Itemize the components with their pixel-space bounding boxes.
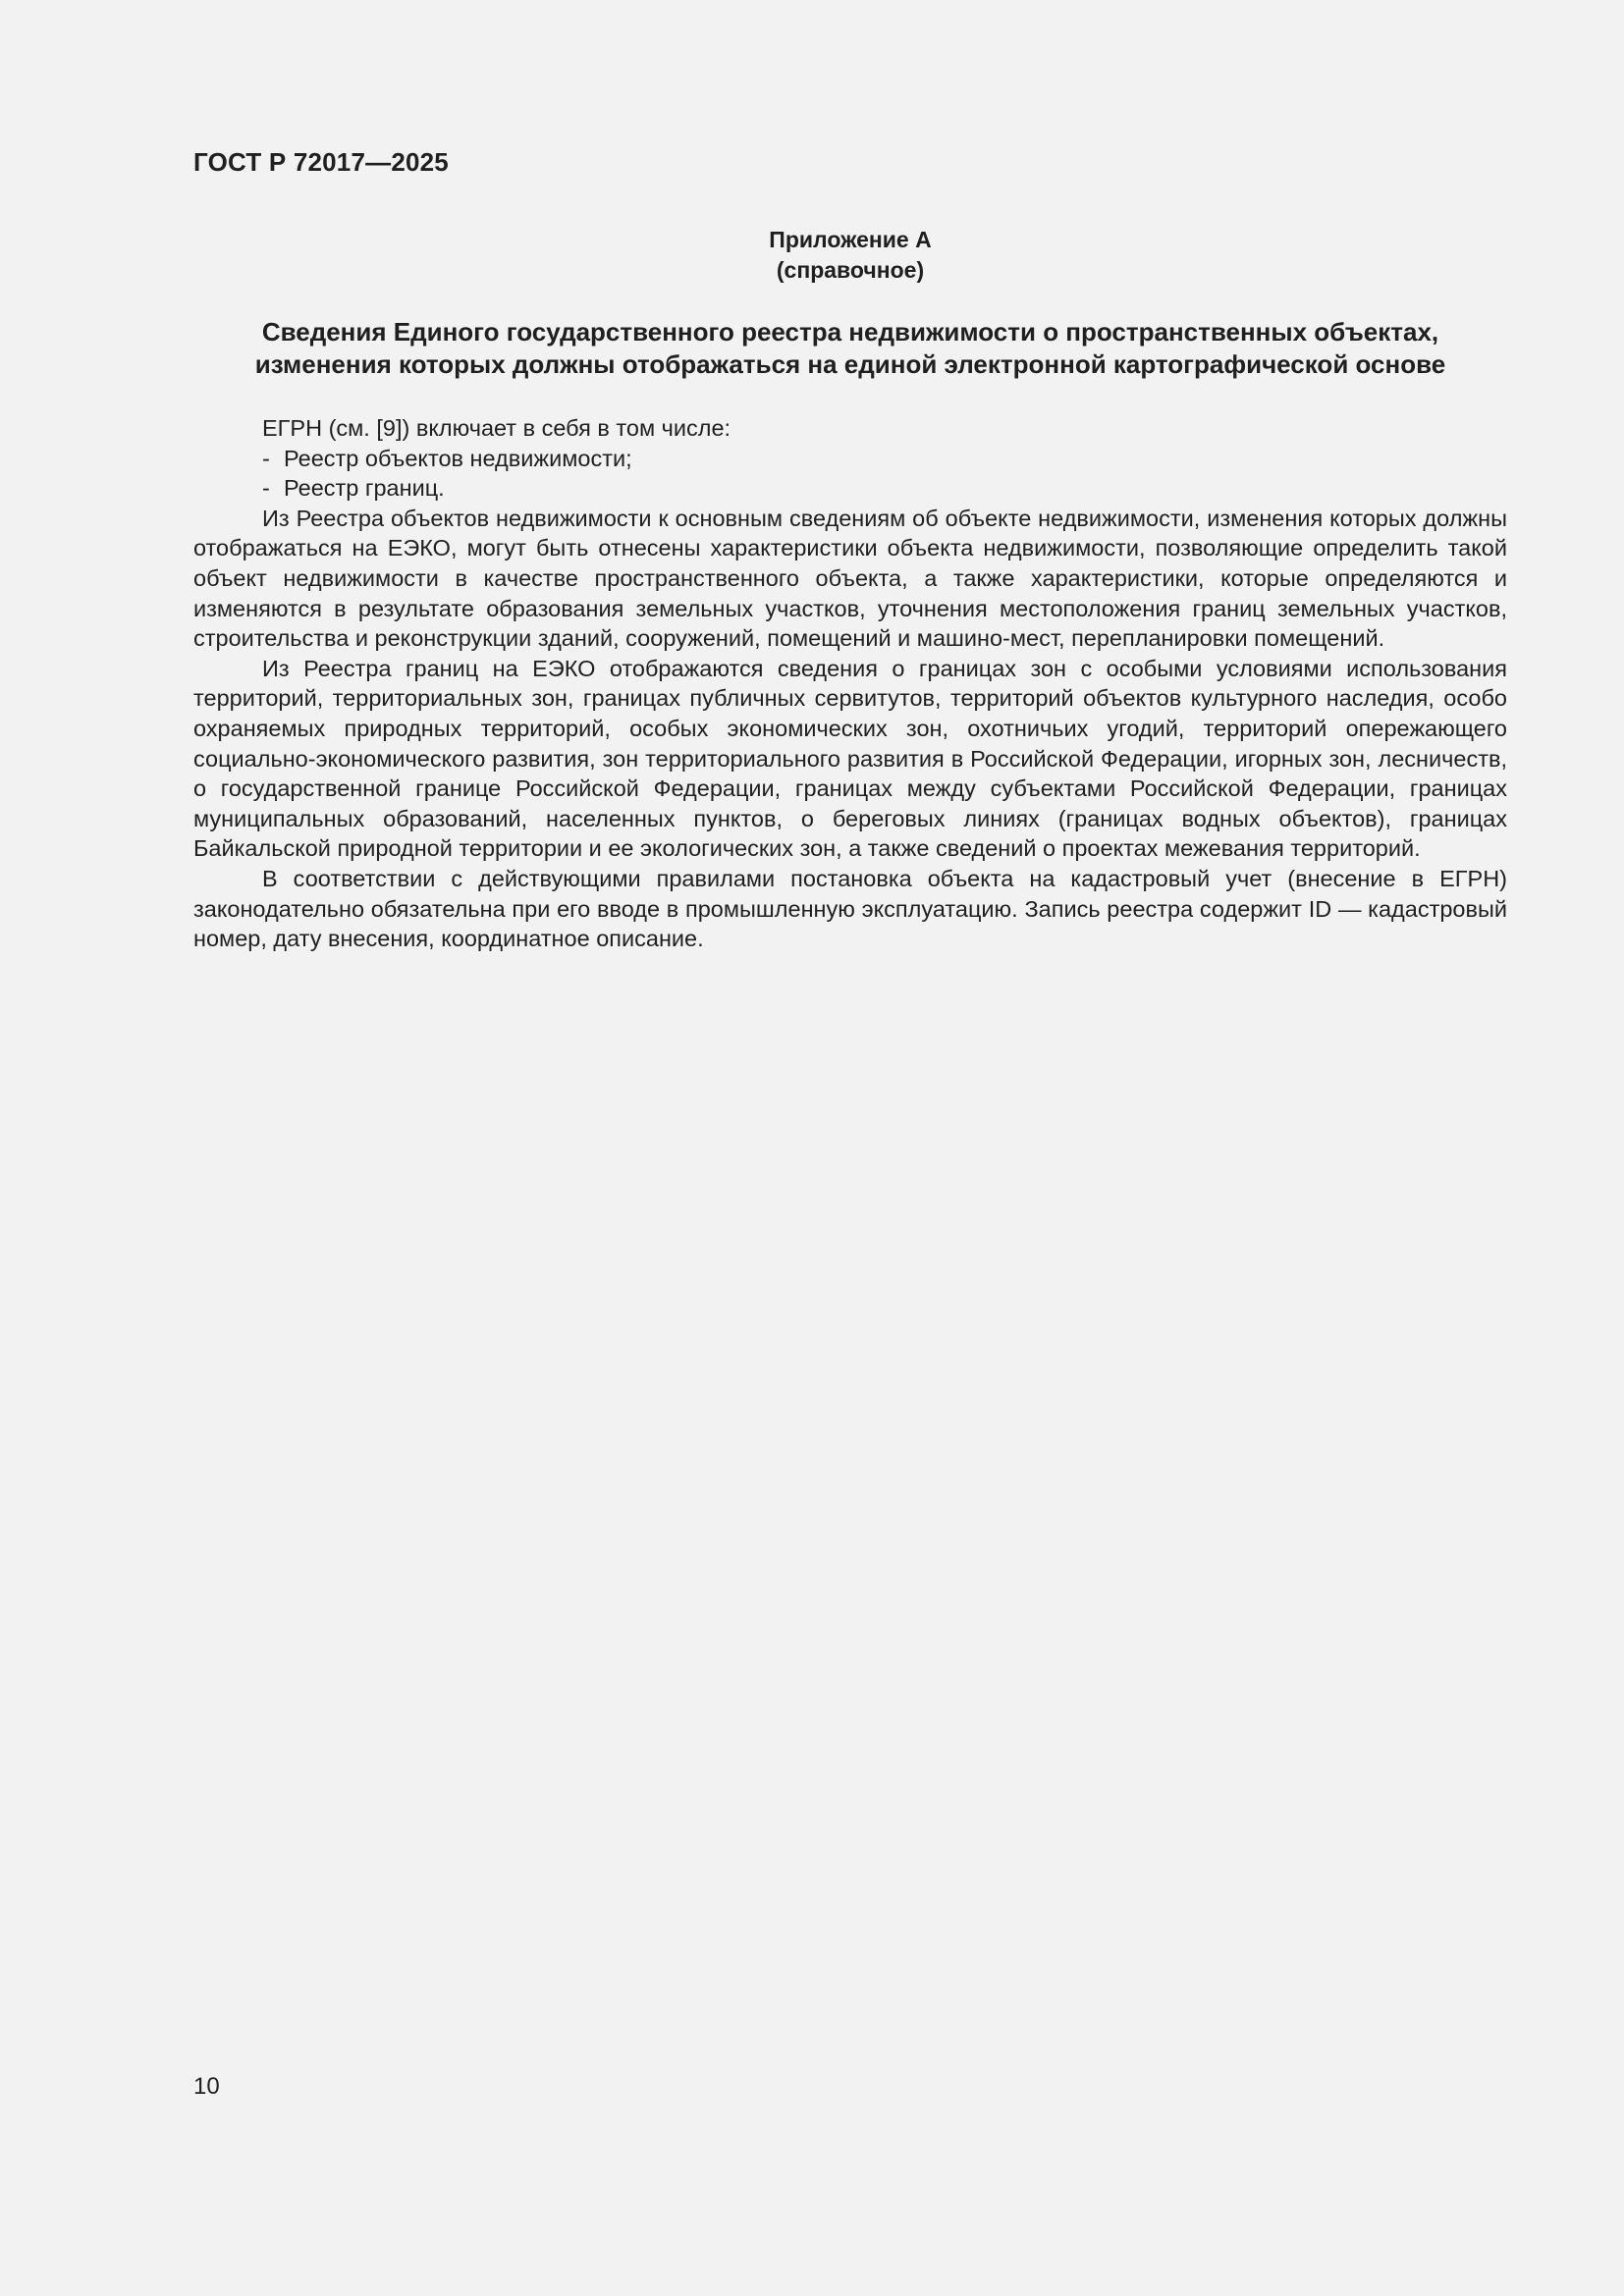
appendix-type: (справочное) [776,257,925,283]
section-title-line-1: Сведения Единого государственного реестра недвижимости о пространственных объектах, [261,317,1439,347]
appendix-label: Приложение А [769,227,932,252]
paragraph-cadastral-registration: В соответствии с действующими правилами постановка объекта на кадастровый учет (внесение в ЕГРН) законодательно обязательна при его вводе в промышленную эксплуатацию. Запись реестра содержит ID — кадастровый номер, дату внесения, координатное описание. [193,865,1507,952]
list-item [193,444,1507,474]
list-dash: - [262,475,270,502]
paragraph-boundary-register: Из Реестра границ на ЕЭКО отображаются сведения о границах зон с особыми условиями использования территорий, территориальных зон, границах публичных сервитутов, территорий объектов культурного наследия, особо охраняемых природных территорий, особых экономических зон, охотничьих угодий, территорий опережающего социально-экономического развития, зон территориального развития в Российской Федерации, игорных зон, лесничеств, о государственной границе Российской Федерации, границах между субъектами Российской Федерации, границах муниципальных образований, населенных пунктов, о береговых линиях (границах водных объектов), границах Байкальской природной территории и ее экологических зон, а также сведений о проектах межевания территорий. [193,655,1507,862]
appendix-heading [193,225,1507,286]
list-item [193,473,1507,504]
paragraph-real-estate-register: Из Реестра объектов недвижимости к основным сведениям об объекте недвижимости, изменения которых должны отображаться на ЕЭКО, могут быть отнесены характеристики объекта недвижимости, позволяющие определить такой объект недвижимости в качестве пространственного объекта, а также характеристики, которые определяются и изменяются в результате образования земельных участков, уточнения местоположения границ земельных участков, строительства и реконструкции зданий, сооружений, помещений и машино-мест, перепланировки помещений. [193,505,1507,652]
list-item-text: Реестр границ. [284,475,445,502]
body-text [193,413,1507,954]
section-title-line-2: изменения которых должны отображаться на единой электронной картографической основе [254,349,1446,379]
standard-designation: ГОСТ Р 72017—2025 [193,147,449,177]
section-title [193,316,1507,381]
list-dash: - [262,445,270,471]
page-number: 10 [193,2073,220,2100]
list-item-text: Реестр объектов недвижимости; [284,445,632,471]
intro-paragraph: ЕГРН (см. [9]) включает в себя в том числе: [262,415,731,441]
